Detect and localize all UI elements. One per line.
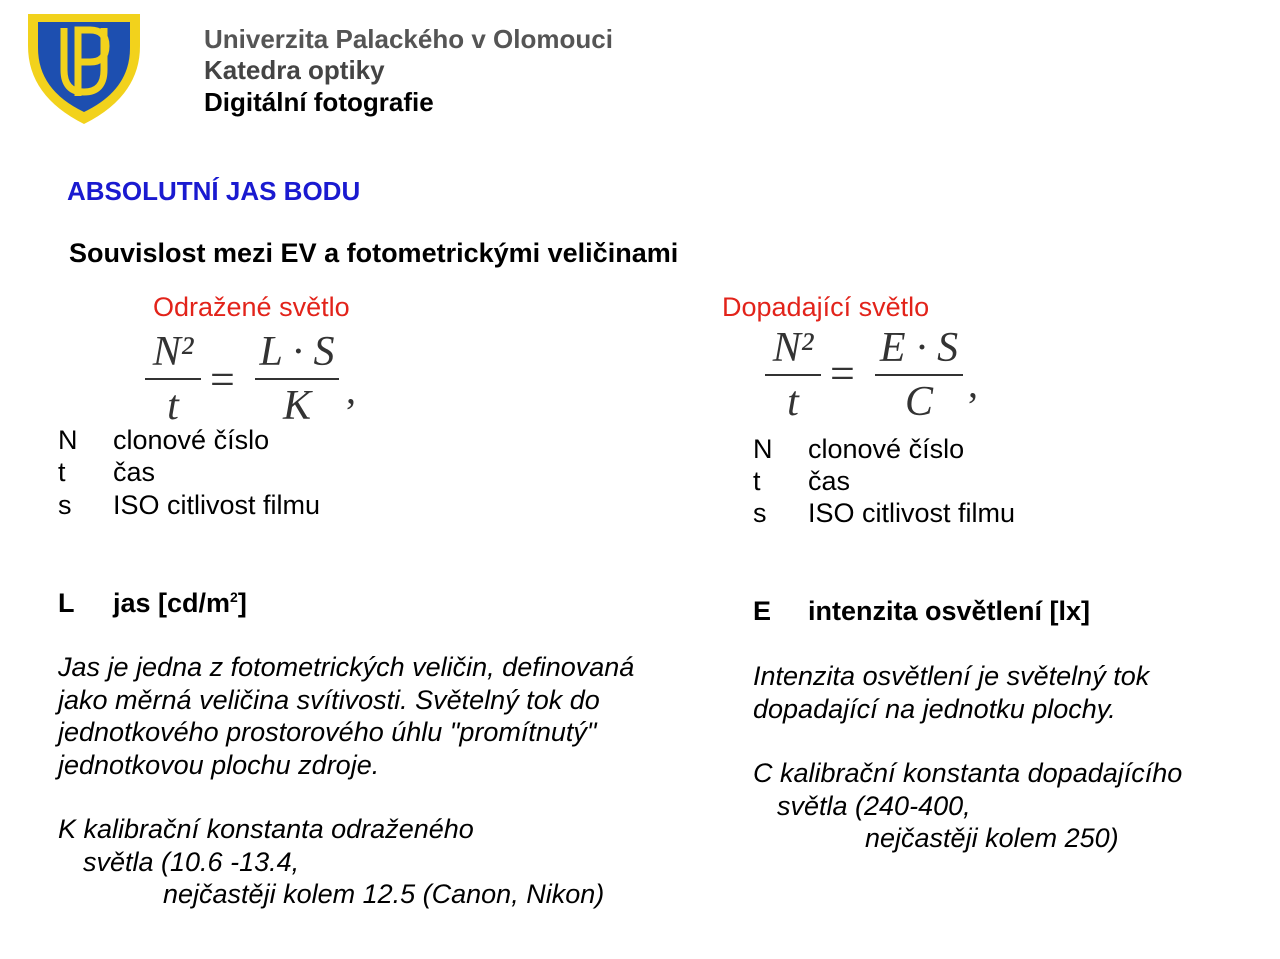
left-quantity-text: jas [cd/m: [113, 588, 231, 618]
left-var-sym: s: [58, 490, 72, 520]
right-description: [753, 660, 1149, 725]
left-var-sym: N: [58, 425, 78, 455]
header-university: Univerzita Palackého v Olomouci: [204, 24, 613, 54]
university-logo: [24, 10, 144, 128]
left-var-sym: t: [58, 457, 66, 487]
left-constant-line: nejčastěji kolem 12.5 (Canon, Nikon): [163, 879, 605, 909]
left-constant-line: K kalibrační konstanta odraženého: [58, 814, 474, 844]
right-desc-line: dopadající na jednotku plochy.: [753, 693, 1116, 724]
right-var-def: ISO citlivost filmu: [808, 498, 1016, 528]
left-quantity-label: [113, 588, 247, 619]
right-formula-comma: ,: [968, 361, 978, 406]
left-var-def: čas: [113, 457, 156, 487]
right-heading: Dopadající světlo: [722, 292, 930, 322]
right-quantity-label: intenzita osvětlení [lx]: [808, 596, 1091, 626]
right-formula-den: t: [787, 379, 799, 425]
left-formula: [140, 329, 370, 429]
left-desc-line: Jas je jedna z fotometrických veličin, definovaná: [58, 652, 635, 682]
right-var-sym: N: [753, 434, 773, 464]
right-constant-line: světla (240-400,: [777, 790, 971, 821]
left-constant: [58, 813, 604, 911]
slide-subtitle: Souvislost mezi EV a fotometrickými veličinami: [69, 238, 679, 268]
header-department: Katedra optiky: [204, 55, 385, 85]
left-constant-line: světla (10.6 -13.4,: [83, 846, 300, 877]
header-course: Digitální fotografie: [204, 87, 434, 117]
left-formula-den: t: [167, 383, 179, 429]
left-formula-num: N²: [152, 329, 194, 375]
left-quantity-sym: L: [58, 588, 75, 618]
left-formula-den-right: K: [282, 383, 311, 429]
right-formula-num-right: E · S: [879, 325, 959, 371]
right-formula-den-right: C: [904, 379, 933, 425]
left-formula-equals: =: [210, 355, 235, 404]
left-desc-line: jako měrná veličina svítivosti. Světelný tok do: [58, 684, 600, 715]
right-var-sym: t: [753, 466, 761, 496]
left-heading: Odražené světlo: [153, 292, 350, 322]
right-formula-equals: =: [830, 349, 855, 398]
left-formula-num-right: L · S: [259, 329, 335, 375]
right-formula: [760, 325, 990, 425]
right-constant: [753, 757, 1182, 855]
right-formula-num: N²: [772, 325, 814, 371]
slide-title: ABSOLUTNÍ JAS BODU: [67, 176, 361, 206]
left-formula-comma: ,: [346, 367, 356, 412]
right-desc-line: Intenzita osvětlení je světelný tok: [753, 661, 1150, 691]
right-constant-line: C kalibrační konstanta dopadajícího: [753, 758, 1183, 788]
right-var-def: čas: [808, 466, 851, 496]
right-quantity-sym: E: [753, 596, 772, 626]
left-description: [58, 651, 634, 781]
right-var-def: clonové číslo: [808, 434, 965, 464]
left-quantity-close: ]: [237, 588, 247, 618]
right-var-sym: s: [753, 498, 767, 528]
left-var-def: clonové číslo: [113, 425, 270, 455]
left-desc-line: jednotkovou plochu zdroje.: [58, 749, 380, 780]
right-constant-line: nejčastěji kolem 250): [865, 823, 1119, 853]
left-desc-line: jednotkového prostorového úhlu "promítnutý": [58, 717, 597, 747]
left-var-def: ISO citlivost filmu: [113, 490, 321, 520]
left-quantity-sup: 2: [230, 589, 238, 605]
